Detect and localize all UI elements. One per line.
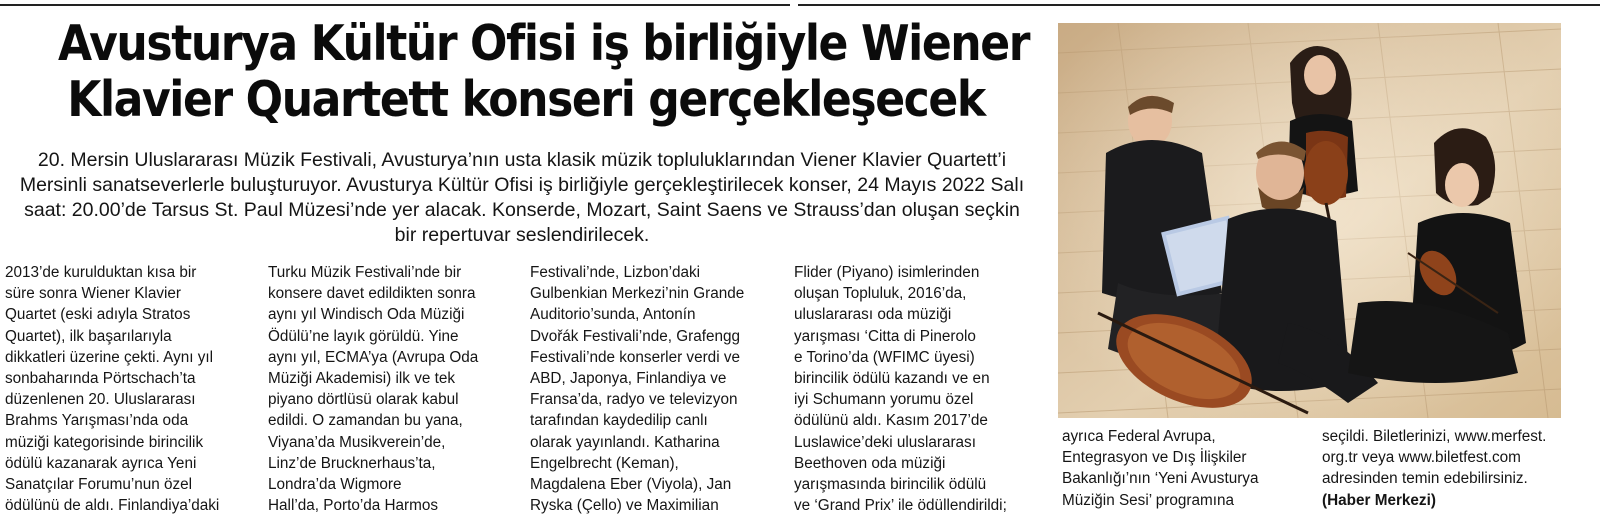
body-line: ABD, Japonya, Finlandiya ve <box>530 370 727 388</box>
body-line: aynı yıl Windisch Oda Müziği <box>268 306 465 324</box>
body-line: seçildi. Biletlerinizi, www.merfest. <box>1322 428 1547 445</box>
body-line: ayrıca Federal Avrupa, <box>1062 428 1216 445</box>
author-credit: (Haber Merkezi) <box>1322 491 1436 509</box>
body-line: adresinden temin edebilirsiniz. <box>1322 470 1528 488</box>
body-line: piyano dörtlüsü olarak kabul <box>268 391 459 409</box>
body-line: ödülü kazanarak ayrıca Yeni <box>5 454 197 472</box>
body-line: 2013’de kurulduktan kısa bir <box>5 264 197 281</box>
body-line: Gulbenkian Merkezi’nin Grande <box>530 285 745 303</box>
lead-line: 20. Mersin Uluslararası Müzik Festivali, Avusturya’nın usta klasik müzik topluluklarından Viener Klavier Quartett’i <box>37 149 1007 171</box>
body-line: süre sonra Wiener Klavier <box>5 285 181 303</box>
body-line: olarak yayınlandı. Katharina <box>530 433 720 451</box>
body-line: Dvořák Festivali’nde, Grafengg <box>530 327 741 345</box>
body-line: ve ‘Grand Prix’ ile ödüllendirildi; <box>794 497 1007 515</box>
body-column-5 <box>1062 426 1258 511</box>
body-column-4 <box>794 262 1007 516</box>
body-line: dikkatleri üzerine çekti. Aynı yıl <box>5 348 214 366</box>
body-line: edildi. O zamandan bu yana, <box>268 412 463 430</box>
body-line: Müziğin Sesi’ programına <box>1062 491 1235 509</box>
body-line: Sanatçılar Forumu’nun özel <box>5 476 193 494</box>
body-line: Entegrasyon ve Dış İlişkiler <box>1062 449 1247 467</box>
body-column-2 <box>268 262 478 516</box>
body-line: düzenlenen 20. Uluslararası <box>5 391 196 409</box>
body-line: Bakanlığı’nın ‘Yeni Avusturya <box>1062 470 1259 488</box>
lead-line: bir repertuvar seslendirilecek. <box>394 224 650 246</box>
headline <box>58 15 1030 128</box>
body-line: aynı yıl, ECMA’ya (Avrupa Oda <box>268 348 479 366</box>
body-line: Brahms Yarışması’nda oda <box>5 412 189 430</box>
headline-line: Avusturya Kültür Ofisi iş birliğiyle Wiener <box>58 15 1030 72</box>
body-line: iyi Schumann yorumu özel <box>794 391 974 409</box>
body-line: Luslawice’deki uluslararası <box>794 433 976 451</box>
body-line: Ödülü’ne layık görüldü. Yine <box>268 327 459 345</box>
body-line: Festivali’nde, Lizbon’daki <box>530 264 701 281</box>
body-line: Müziği Akademisi) ilk ve tek <box>268 370 456 388</box>
body-line: Quartet), ilk başarılarıyla <box>5 327 172 345</box>
body-line: tarafından kaydedilip canlı <box>530 412 708 430</box>
body-line: birincilik ödülü kazandı ve en <box>794 370 990 388</box>
top-rule <box>0 4 1600 6</box>
body-line: uluslararası oda müziği <box>794 306 952 324</box>
body-line: müziği kategorisinde birincilik <box>5 433 204 451</box>
body-line: ödülünü aldı. Kasım 2017’de <box>794 412 988 430</box>
body-line: Beethoven oda müziği <box>794 454 946 472</box>
lead-line: Mersinli sanatseverlerle buluşturuyor. Avusturya Kültür Ofisi iş birliğiyle gerçekleştirilecek konser, 24 Mayıs 2022 Salı <box>19 174 1025 196</box>
body-line: Linz’de Brucknerhaus’ta, <box>268 454 436 472</box>
body-line: Londra’da Wigmore <box>268 476 402 494</box>
body-line: Turku Müzik Festivali’nde bir <box>268 264 462 281</box>
body-line: oluşan Topluluk, 2016’da, <box>794 285 967 303</box>
body-column-1 <box>5 262 219 516</box>
body-line: Festivali’nde konserler verdi ve <box>530 348 740 366</box>
headline-line: Klavier Quartett konseri gerçekleşecek <box>67 71 985 128</box>
lead-line: saat: 20.00’de Tarsus St. Paul Müzesi’nde yer alacak. Konserde, Mozart, Saint Saens ve Strauss’dan oluşan seçkin <box>24 199 1020 221</box>
body-line: Ryska (Çello) ve Maximilian <box>530 497 719 515</box>
body-line: yarışmasında birincilik ödülü <box>794 476 987 494</box>
body-line: Flider (Piyano) isimlerinden <box>794 264 980 281</box>
body-line: sonbaharında Pörtschach’ta <box>5 370 196 388</box>
body-line: Magdalena Eber (Viyola), Jan <box>530 476 732 494</box>
body-line: yarışması ‘Citta di Pinerolo <box>794 327 976 345</box>
body-line: e Torino’da (WFIMC üyesi) <box>794 348 975 366</box>
body-line: Fransa’da, radyo ve televizyon <box>530 391 738 409</box>
body-line: org.tr veya www.biletfest.com <box>1322 449 1521 467</box>
body-line: konsere davet edildikten sonra <box>268 285 476 303</box>
top-rule-mark <box>790 0 798 6</box>
body-line: Engelbrecht (Keman), <box>530 454 679 472</box>
body-line: Viyana’da Musikverein’de, <box>268 433 446 451</box>
body-column-3 <box>530 262 744 516</box>
lead-paragraph <box>4 148 1040 248</box>
body-line: Auditorio’sunda, Antonín <box>530 306 696 324</box>
body-column-6 <box>1322 426 1546 511</box>
body-line: Hall’da, Porto’da Harmos <box>268 497 439 515</box>
quartet-photo <box>1058 23 1561 418</box>
body-line: Quartet (eski adıyla Stratos <box>5 306 191 324</box>
body-line: ödülünü de aldı. Finlandiya’daki <box>5 497 220 515</box>
